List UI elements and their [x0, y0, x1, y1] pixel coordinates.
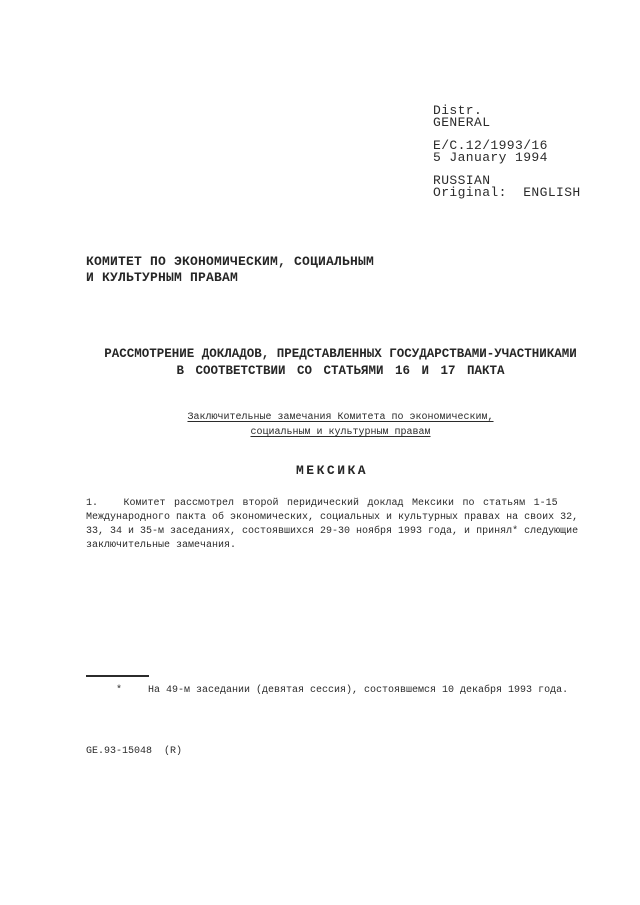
committee-heading-line-2: И КУЛЬТУРНЫМ ПРАВАМ [86, 270, 239, 285]
subtitle-line-1: Заключительные замечания Комитета по экономическим, [187, 412, 494, 423]
paragraph-1-line-2: Международного пакта об экономических, социальных и культурных правах на своих 32, [86, 512, 579, 523]
committee-heading [86, 254, 374, 286]
paragraph-1-line-1: 1. Комитет рассмотрел второй перидический доклад Мексики по статьям 1-15 [86, 498, 558, 509]
doc-original-language: Original: ENGLISH [433, 185, 581, 200]
paragraph-1 [86, 497, 578, 553]
report-consideration-title [86, 346, 595, 379]
doc-language: RUSSIAN [433, 173, 491, 188]
footnote-marker: * [116, 685, 123, 696]
distribution-block [433, 105, 581, 199]
footnote-separator-rule [86, 675, 149, 677]
distr-type: GENERAL [433, 115, 491, 130]
committee-heading-line-1: КОМИТЕТ ПО ЭКОНОМИЧЕСКИМ, СОЦИАЛЬНЫМ [86, 254, 375, 269]
distr-label: Distr. [433, 103, 483, 118]
doc-date: 5 January 1994 [433, 150, 548, 165]
report-title-line-2: В СООТВЕТСТВИИ СО СТАТЬЯМИ 16 И 17 ПАКТА [176, 363, 505, 378]
footnote-text: На 49-м заседании (девятая сессия), состоявшемся 10 декабря 1993 года. [148, 685, 569, 696]
report-title-line-1: РАССМОТРЕНИЕ ДОКЛАДОВ, ПРЕДСТАВЛЕННЫХ ГОСУДАРСТВАМИ-УЧАСТНИКАМИ [104, 347, 577, 361]
concluding-observations-subtitle [86, 410, 595, 440]
footnote [116, 684, 568, 698]
country-heading: МЕКСИКА [296, 463, 369, 478]
paragraph-1-line-4: заключительные замечания. [86, 540, 237, 551]
paragraph-1-line-3: 33, 34 и 35-м заседаниях, состоявшихся 29-30 ноября 1993 года, и принял* следующие [86, 526, 579, 537]
subtitle-line-2: социальным и культурным правам [250, 427, 431, 438]
doc-symbol: E/C.12/1993/16 [433, 138, 548, 153]
footer-document-code: GE.93-15048 (R) [86, 746, 183, 757]
